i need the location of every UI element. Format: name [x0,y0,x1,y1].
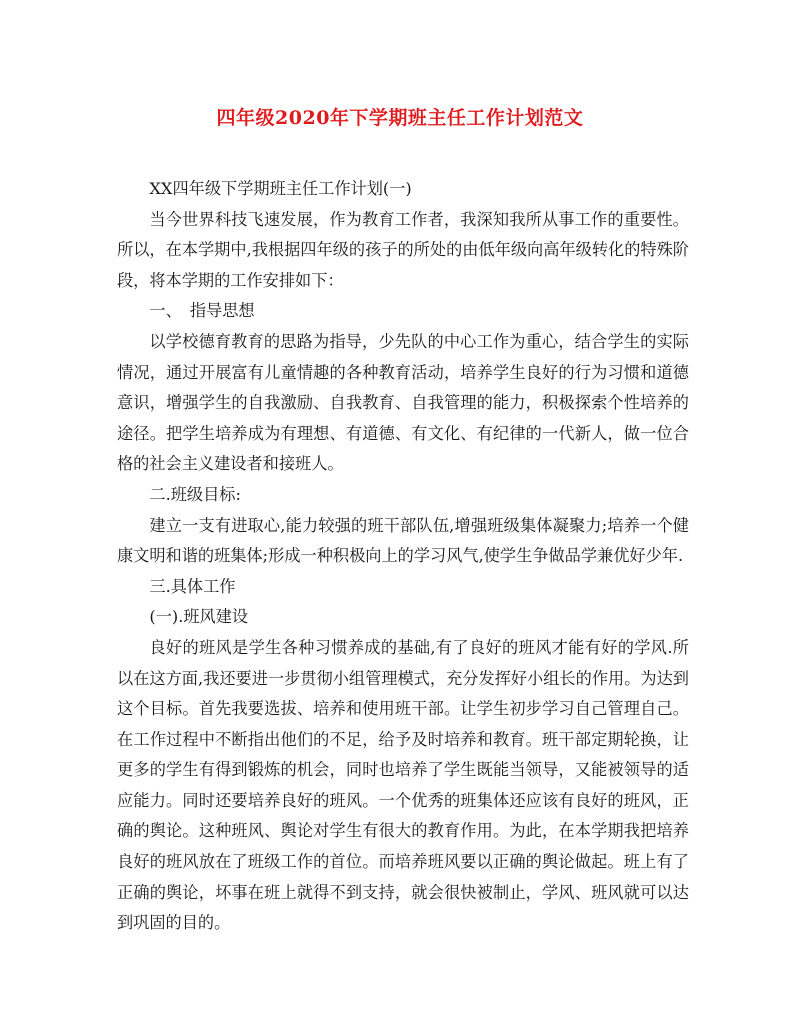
guiding-thought-paragraph: 以学校德育教育的思路为指导，少先队的中心工作为重心，结合学生的实际情况，通过开展富有儿童情趣的各种教育活动，培养学生良好的行为习惯和道德意识，增强学生的自我激励、自我教育、自我管理的能力，积极探索个性培养的途径。把学生培养成为有理想、有道德、有文化、有纪律的一代新人，做一位合格的社会主义建设者和接班人。 [117,331,689,474]
intro-paragraph: 当今世界科技飞速发展，作为教育工作者，我深知我所从事工作的重要性。所以，在本学期中,我根据四年级的孩子的所处的由低年级向高年级转化的特殊阶段，将本学期的工作安排如下： [117,209,689,290]
subtitle-paragraph: XX四年级下学期班主任工作计划(一) [149,179,412,198]
class-goals-paragraph: 建立一支有进取心,能力较强的班干部队伍,增强班级集体凝聚力;培养一个健康文明和谐的班集体;形成一种积极向上的学习风气,使学生争做品学兼优好少年. [117,515,689,566]
section-heading-specific-work: 三.具体工作 [149,576,236,596]
document-body [117,174,689,939]
subsection-heading-class-spirit: (一).班风建设 [149,607,249,627]
document-title: 四年级2020年下学期班主任工作计划范文 [216,107,584,129]
section-heading-class-goals: 二.班级目标: [149,484,241,504]
class-spirit-paragraph: 良好的班风是学生各种习惯养成的基础,有了良好的班风才能有好的学风.所以在这方面,我还要进一步贯彻小组管理模式，充分发挥好小组长的作用。为达到这个目标。首先我要选拔、培养和使用班干部。让学生初步学习自己管理自己。在工作过程中不断指出他们的不足，给予及时培养和教育。班干部定期轮换，让更多的学生有得到锻炼的机会，同时也培养了学生既能当领导，又能被领导的适应能力。同时还要培养良好的班风。一个优秀的班集体还应该有良好的班风，正确的舆论。这种班风、舆论对学生有很大的教育作用。为此，在本学期我把培养良好的班风放在了班级工作的首位。而培养班风要以正确的舆论做起。班上有了正确的舆论，坏事在班上就得不到支持，就会很快被制止，学风、班风就可以达到巩固的目的。 [117,637,689,933]
section-heading-guiding-thought: 一、 指导思想 [149,301,255,321]
